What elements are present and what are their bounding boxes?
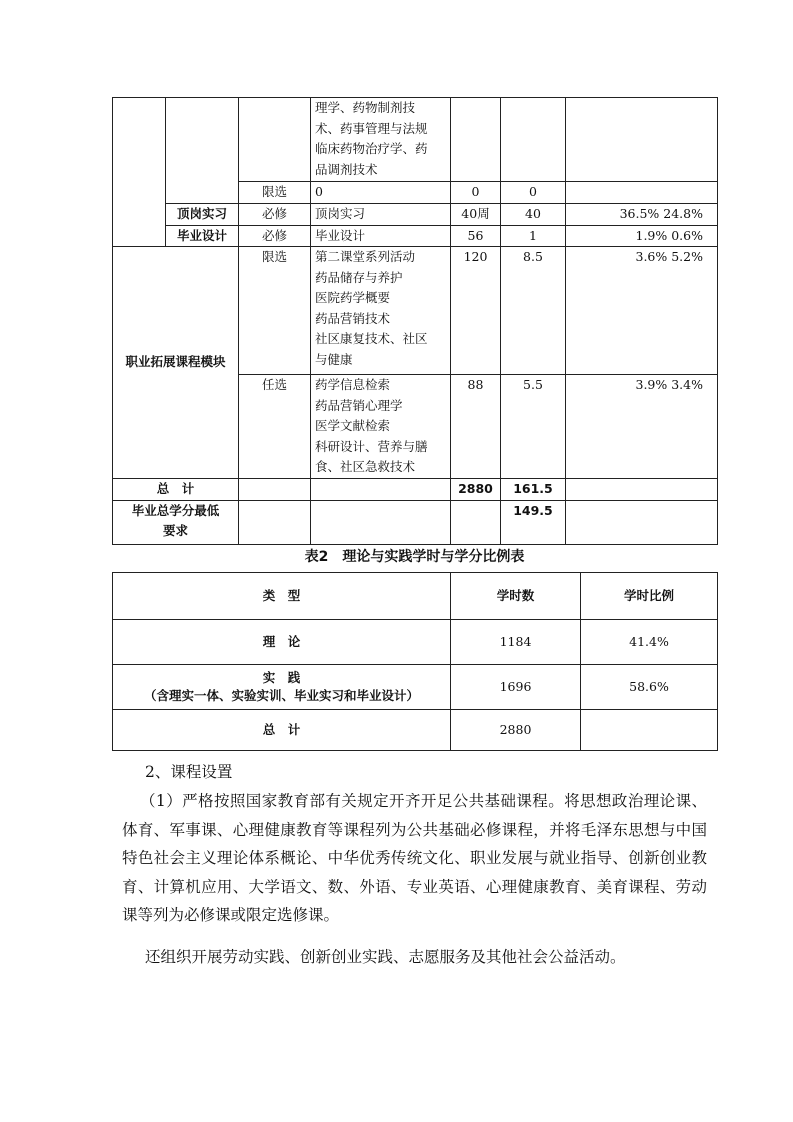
paragraph: 还组织开展劳动实践、创新创业实践、志愿服务及其他社会公益活动。 [145, 948, 626, 966]
hours-cell: 120 [451, 247, 501, 375]
type-cell: 必修 [239, 225, 311, 247]
theory-practice-table [112, 572, 718, 751]
hours-cell: 1184 [451, 620, 581, 665]
submodule-cell [166, 98, 239, 204]
type-cell: 限选 [239, 182, 311, 204]
credits-cell: 0 [501, 182, 566, 204]
credits-cell: 5.5 [501, 375, 566, 479]
total-row [113, 479, 718, 501]
courses-cell: 药学信息检索 药品营销心理学 医学文献检索 科研设计、营养与膳 食、社区急救技术 [311, 375, 451, 479]
ratio-cell: 1.9% 0.6% [566, 225, 718, 247]
table-row [113, 247, 718, 375]
type-cell: 实 践 （含理实一体、实验实训、毕业实习和毕业设计） [113, 665, 451, 710]
hours-cell: 56 [451, 225, 501, 247]
hours-cell: 40周 [451, 203, 501, 225]
ratio-cell [581, 710, 718, 751]
type-cell: 总 计 [113, 710, 451, 751]
table-row [113, 203, 718, 225]
total-row [113, 710, 718, 751]
courses-cell: 毕业设计 [311, 225, 451, 247]
header-hours: 学时数 [451, 573, 581, 620]
table-row [113, 98, 718, 182]
hours-cell: 1696 [451, 665, 581, 710]
module-cell [113, 98, 166, 247]
header-row [113, 573, 718, 620]
type-cell: 理 论 [113, 620, 451, 665]
header-type: 类 型 [113, 573, 451, 620]
total-hours: 2880 [451, 479, 501, 501]
ratio-cell: 58.6% [581, 665, 718, 710]
header-ratio: 学时比例 [581, 573, 718, 620]
module-cell: 毕业设计 [166, 225, 239, 247]
courses-cell: 第二课堂系列活动 药品储存与养护 医院药学概要 药品营销技术 社区康复技术、社区 与健康 [311, 247, 451, 375]
credits-cell: 40 [501, 203, 566, 225]
ratio-cell [566, 182, 718, 204]
hours-cell: 2880 [451, 710, 581, 751]
total-label: 总 计 [113, 479, 239, 501]
type-cell: 任选 [239, 375, 311, 479]
courses-cell: 0 [311, 182, 451, 204]
table-row [113, 665, 718, 710]
paragraph: （1）严格按照国家教育部有关规定开齐开足公共基础课程。将思想政治理论课、体育、军事课、心理健康教育等课程列为公共基础必修课程，并将毛泽东思想与中国特色社会主义理论体系概论、中华优秀传统文化、职业发展与就业指导、创新创业教育、计算机应用、大学语文、数、外语、专业英语、心理健康教育、美育课程、劳动课等列为必修课或限定选修课。 [122, 792, 707, 924]
type-cell: 必修 [239, 203, 311, 225]
hours-cell: 88 [451, 375, 501, 479]
module-cell: 职业拓展课程模块 [113, 247, 239, 479]
courses-cell: 顶岗实习 [311, 203, 451, 225]
type-cell [239, 98, 311, 182]
table2-caption: 表2 理论与实践学时与学分比例表 [304, 549, 525, 565]
ratio-cell: 3.6% 5.2% [566, 247, 718, 375]
courses-cell: 理学、药物制剂技 术、药事管理与法规 临床药物治疗学、药 品调剂技术 [311, 98, 451, 182]
total-credits: 161.5 [501, 479, 566, 501]
min-credits-label: 毕业总学分最低 要求 [113, 500, 239, 544]
credits-cell: 8.5 [501, 247, 566, 375]
credits-cell: 1 [501, 225, 566, 247]
ratio-cell: 41.4% [581, 620, 718, 665]
module-cell: 顶岗实习 [166, 203, 239, 225]
ratio-cell: 3.9% 3.4% [566, 375, 718, 479]
min-credits-value: 149.5 [501, 500, 566, 544]
curriculum-table [112, 97, 718, 545]
table-row [113, 225, 718, 247]
type-cell: 限选 [239, 247, 311, 375]
min-credits-row [113, 500, 718, 544]
ratio-cell: 36.5% 24.8% [566, 203, 718, 225]
table-row [113, 620, 718, 665]
section-heading: 2、课程设置 [145, 763, 233, 781]
hours-cell: 0 [451, 182, 501, 204]
